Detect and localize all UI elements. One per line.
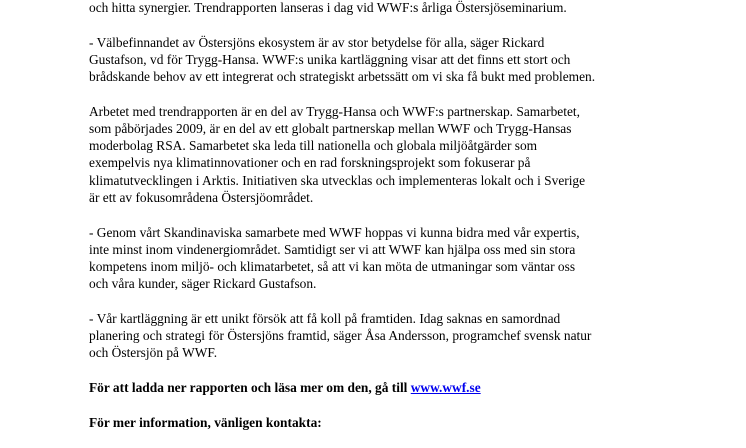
text-line: Gustafson, vd för Trygg-Hansa. WWF:s unika kartläggning visar att det finns ett stort och [89, 51, 571, 67]
text-line: är ett av fokusområdena Östersjöområdet. [89, 189, 314, 205]
text-line: och våra kunder, säger Rickard Gustafson. [89, 276, 317, 292]
text-line: - Genom vårt Skandinaviska samarbete med WWF hoppas vi kunna bidra med vår expertis, [89, 224, 580, 240]
press-release-body [89, 0, 689, 448]
text-line: som påbörjades 2009, är en del av ett globalt partnerskap mellan WWF och Trygg-Hansas [89, 121, 572, 137]
text-line: klimatutvecklingen i Arktis. Initiativen ska utvecklas och implementeras lokalt och i Sverige [89, 172, 586, 188]
paragraph-quote-andersson [89, 310, 689, 362]
text-line: planering och strategi för Östersjöns framtid, säger Åsa Andersson, programchef svensk natur [89, 328, 592, 344]
paragraph-intro-tail [89, 0, 689, 16]
text-line: och Östersjön på WWF. [89, 345, 218, 361]
text-line: och hitta synergier. Trendrapporten lanseras i dag vid WWF:s årliga Östersjöseminarium. [89, 0, 567, 15]
text-line: moderbolag RSA. Samarbetet ska leda till nationella och globala miljöåtgärder som [89, 138, 538, 154]
download-text: För att ladda ner rapporten och läsa mer om den, gå till [89, 379, 411, 395]
text-line: - Välbefinnandet av Östersjöns ekosystem är av stor betydelse för alla, säger Rickard [89, 34, 545, 50]
paragraph-partnership [89, 103, 689, 206]
paragraph-quote-gustafson-2 [89, 224, 689, 293]
text-line: inte minst inom vindenergiområdet. Samtidigt ser vi att WWF kan hjälpa oss med sin stora [89, 241, 576, 257]
download-paragraph [89, 379, 689, 396]
paragraph-quote-gustafson-1 [89, 34, 689, 86]
text-line: kompetens inom miljö- och klimatarbetet, så att vi kan möta de utmaningar som väntar oss [89, 258, 576, 274]
text-line: exempelvis nya klimatinnovationer och en rad forskningsprojekt som fokuserar på [89, 155, 531, 171]
text-line: - Vår kartläggning är ett unikt försök att få koll på framtiden. Idag saknas en samordnad [89, 310, 561, 326]
wwf-website-link[interactable]: www.wwf.se [410, 379, 481, 395]
contact-heading: För mer information, vänligen kontakta: [89, 414, 322, 430]
text-line: brådskande behov av ett integrerat och strategiskt arbetssätt om vi ska få bukt med problemen. [89, 69, 596, 85]
text-line: Arbetet med trendrapporten är en del av Trygg-Hansa och WWF:s partnerskap. Samarbetet, [89, 103, 580, 119]
